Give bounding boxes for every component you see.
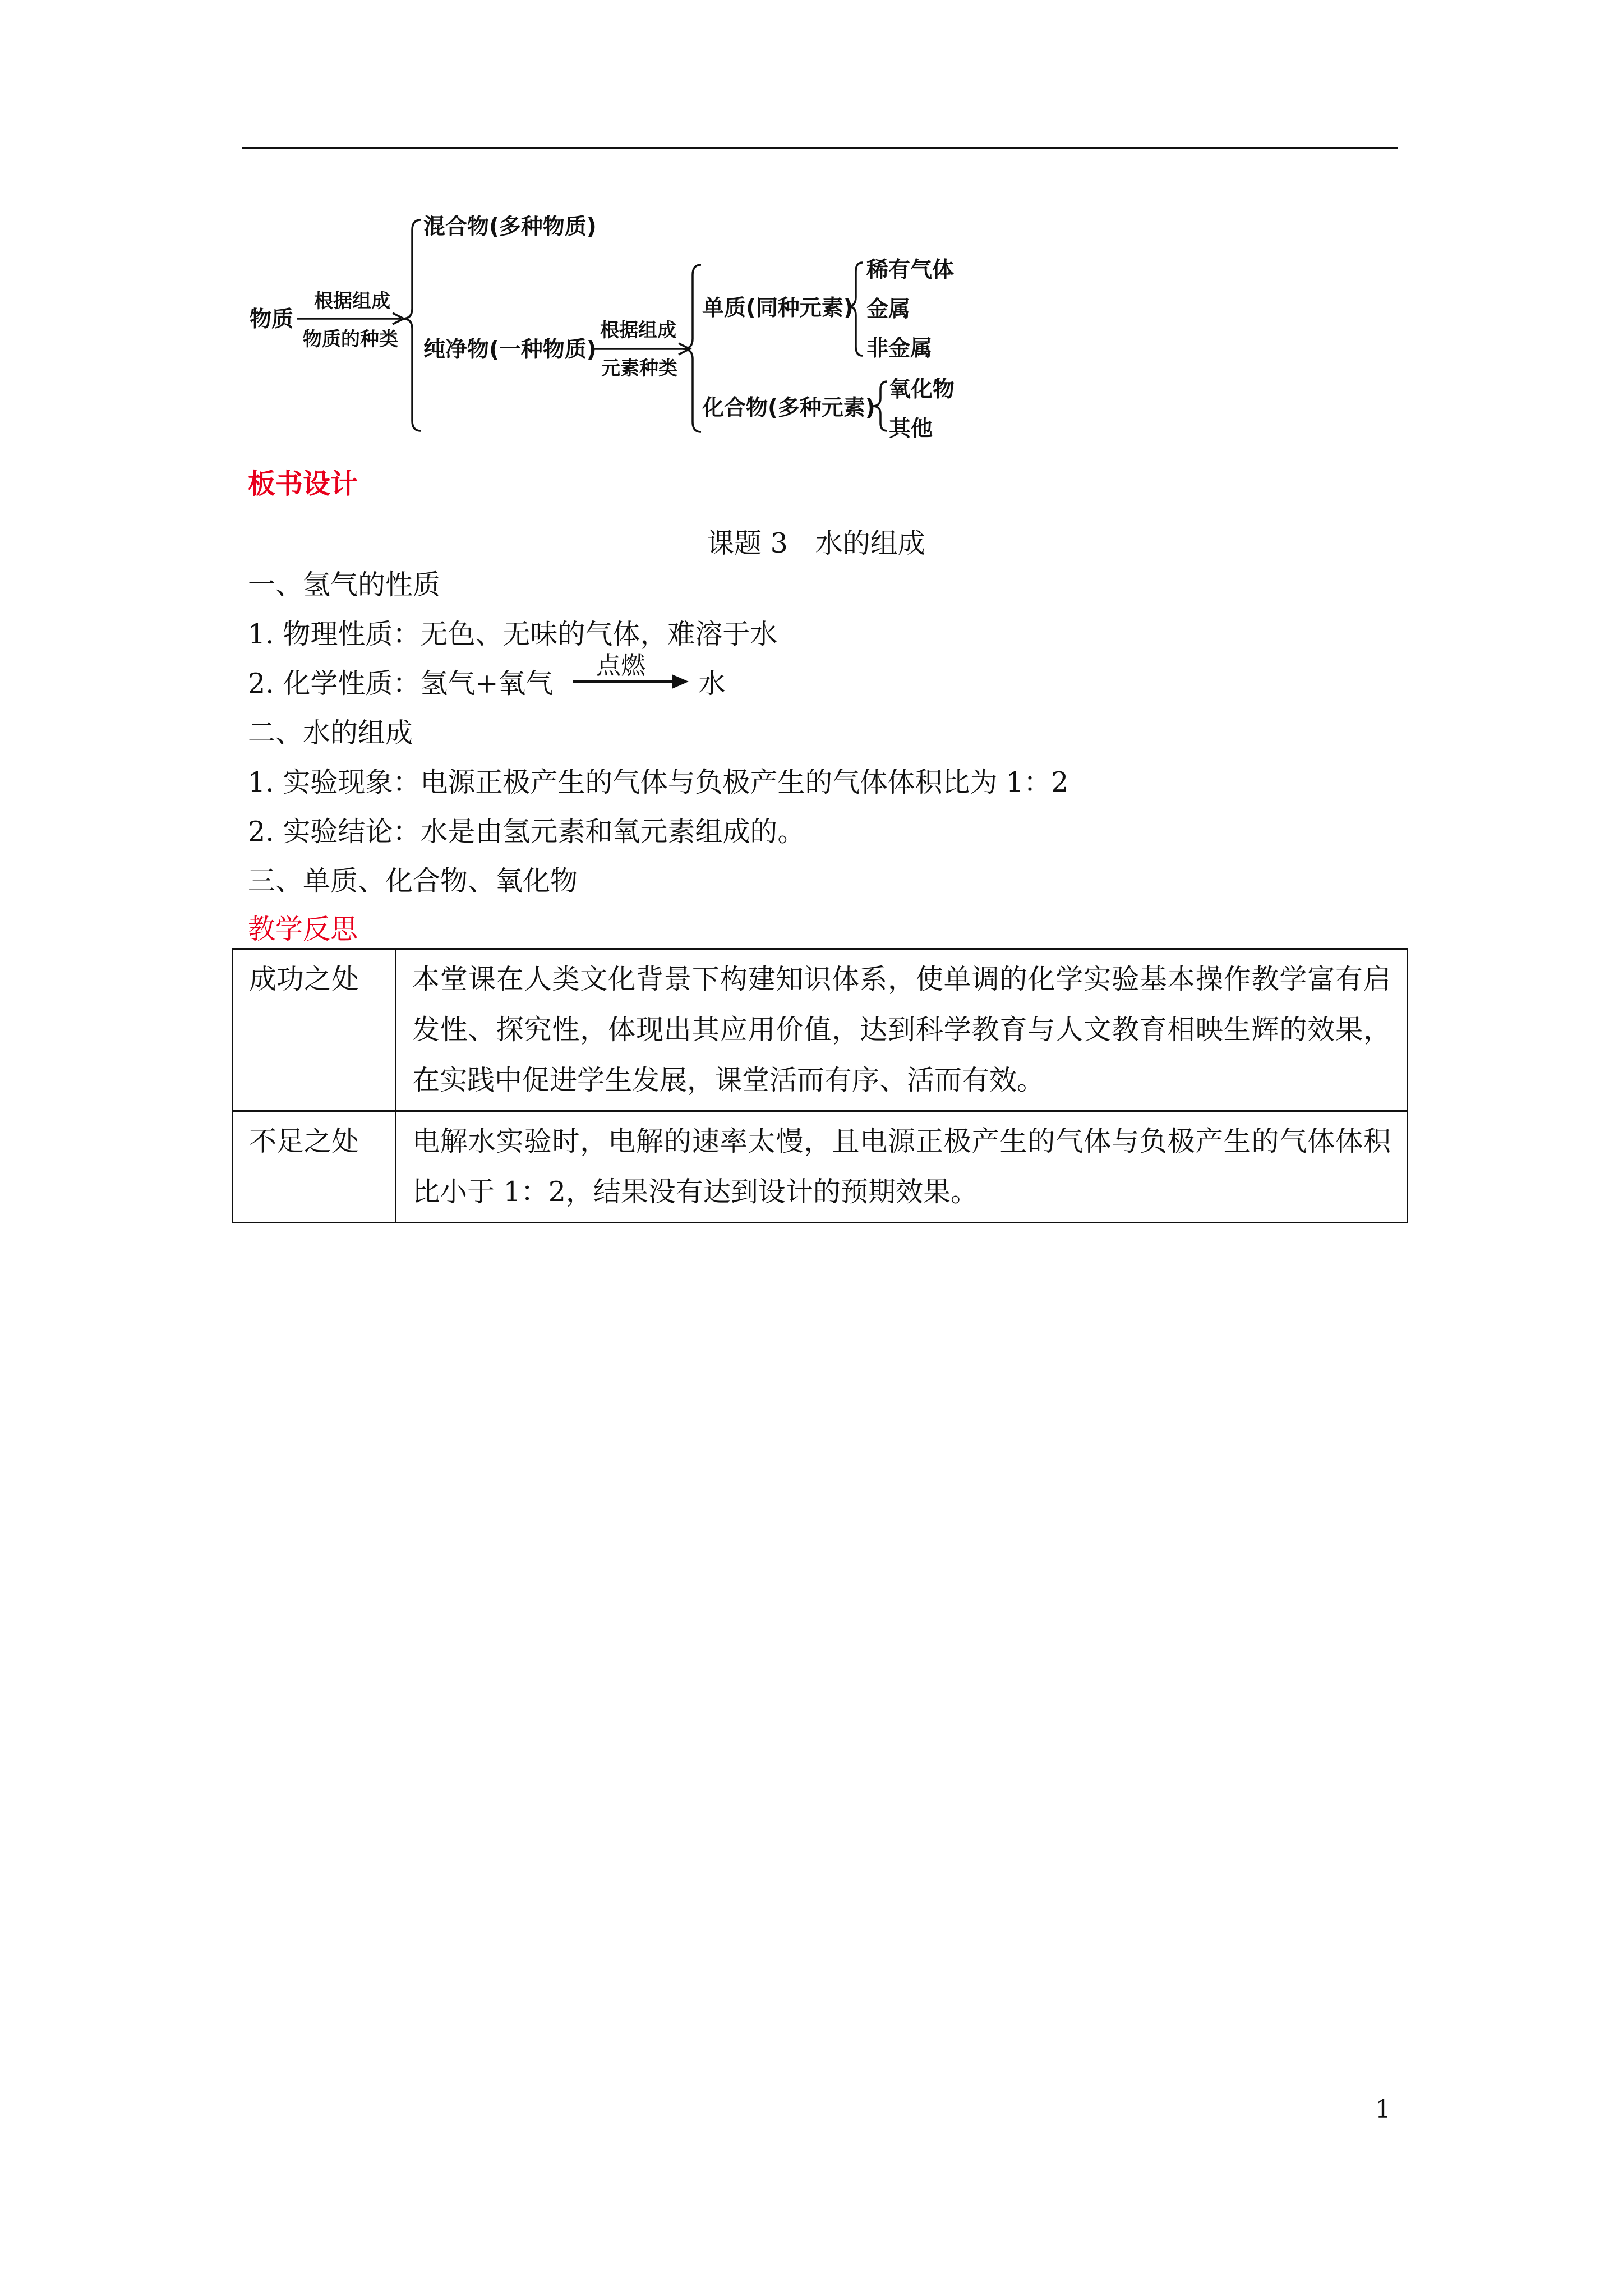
- diagram-oxide: 氧化物: [889, 377, 955, 402]
- experiment-phenomenon-line: 1. 实验现象：电源正极产生的气体与负极产生的气体体积比为 1：2: [248, 766, 1069, 798]
- lesson-title: 课题 3 水的组成: [707, 527, 925, 559]
- diagram-mixture: 混合物(多种物质): [423, 214, 597, 240]
- brace-2: [683, 265, 701, 432]
- reaction-condition: 点燃: [596, 651, 645, 680]
- chemical-properties-line: 2. 化学性质：氢气+氧气: [248, 668, 554, 700]
- reaction-product: 水: [698, 668, 726, 700]
- section-hydrogen-properties: 一、氢气的性质: [248, 569, 441, 601]
- classification-diagram-lines: [0, 0, 1623, 460]
- section-water-composition: 二、水的组成: [248, 717, 413, 749]
- diagram-compound: 化合物(多种元素): [702, 395, 875, 421]
- diagram-other: 其他: [889, 416, 933, 441]
- diagram-pure-substance: 纯净物(一种物质): [423, 337, 597, 362]
- diagram-noble-gas: 稀有气体: [866, 257, 955, 283]
- table-row: [233, 949, 1408, 1111]
- edge1-label-bottom: 物质的种类: [303, 328, 398, 351]
- diagram-metal: 金属: [866, 297, 911, 322]
- edge2-label-top: 根据组成: [600, 319, 676, 342]
- brace-1: [403, 220, 421, 431]
- reflection-label-shortcoming: 不足之处: [233, 1111, 396, 1223]
- reflection-text-success: 本堂课在人类文化背景下构建知识体系，使单调的化学实验基本操作教学富有启发性、探究性，体现出其应用价值，达到科学教育与人文教育相映生辉的效果，在实践中促进学生发展，课堂活而有序、活而有效。: [396, 949, 1408, 1111]
- edge1-label-top: 根据组成: [314, 290, 390, 312]
- page-number: 1: [1375, 2095, 1391, 2124]
- reflection-text-shortcoming: 电解水实验时，电解的速率太慢，且电源正极产生的气体与负极产生的气体体积比小于 1：2，结果没有达到设计的预期效果。: [396, 1111, 1408, 1223]
- experiment-conclusion-line: 2. 实验结论：水是由氢元素和氧元素组成的。: [248, 816, 805, 848]
- table-row: [233, 1111, 1408, 1223]
- right-arrow-icon: [571, 645, 694, 690]
- reflection-heading: 教学反思: [248, 913, 358, 945]
- diagram-element-substance: 单质(同种元素): [702, 296, 854, 321]
- section-substances: 三、单质、化合物、氧化物: [248, 865, 578, 897]
- reflection-table: [232, 948, 1408, 1223]
- reflection-label-success: 成功之处: [233, 949, 396, 1111]
- diagram-nonmetal: 非金属: [866, 336, 933, 361]
- edge2-label-bottom: 元素种类: [601, 357, 677, 380]
- board-design-heading: 板书设计: [248, 468, 358, 500]
- diagram-root: 物质: [250, 307, 294, 332]
- reaction-arrow: [571, 645, 694, 690]
- physical-properties-line: 1. 物理性质：无色、无味的气体，难溶于水: [248, 618, 778, 650]
